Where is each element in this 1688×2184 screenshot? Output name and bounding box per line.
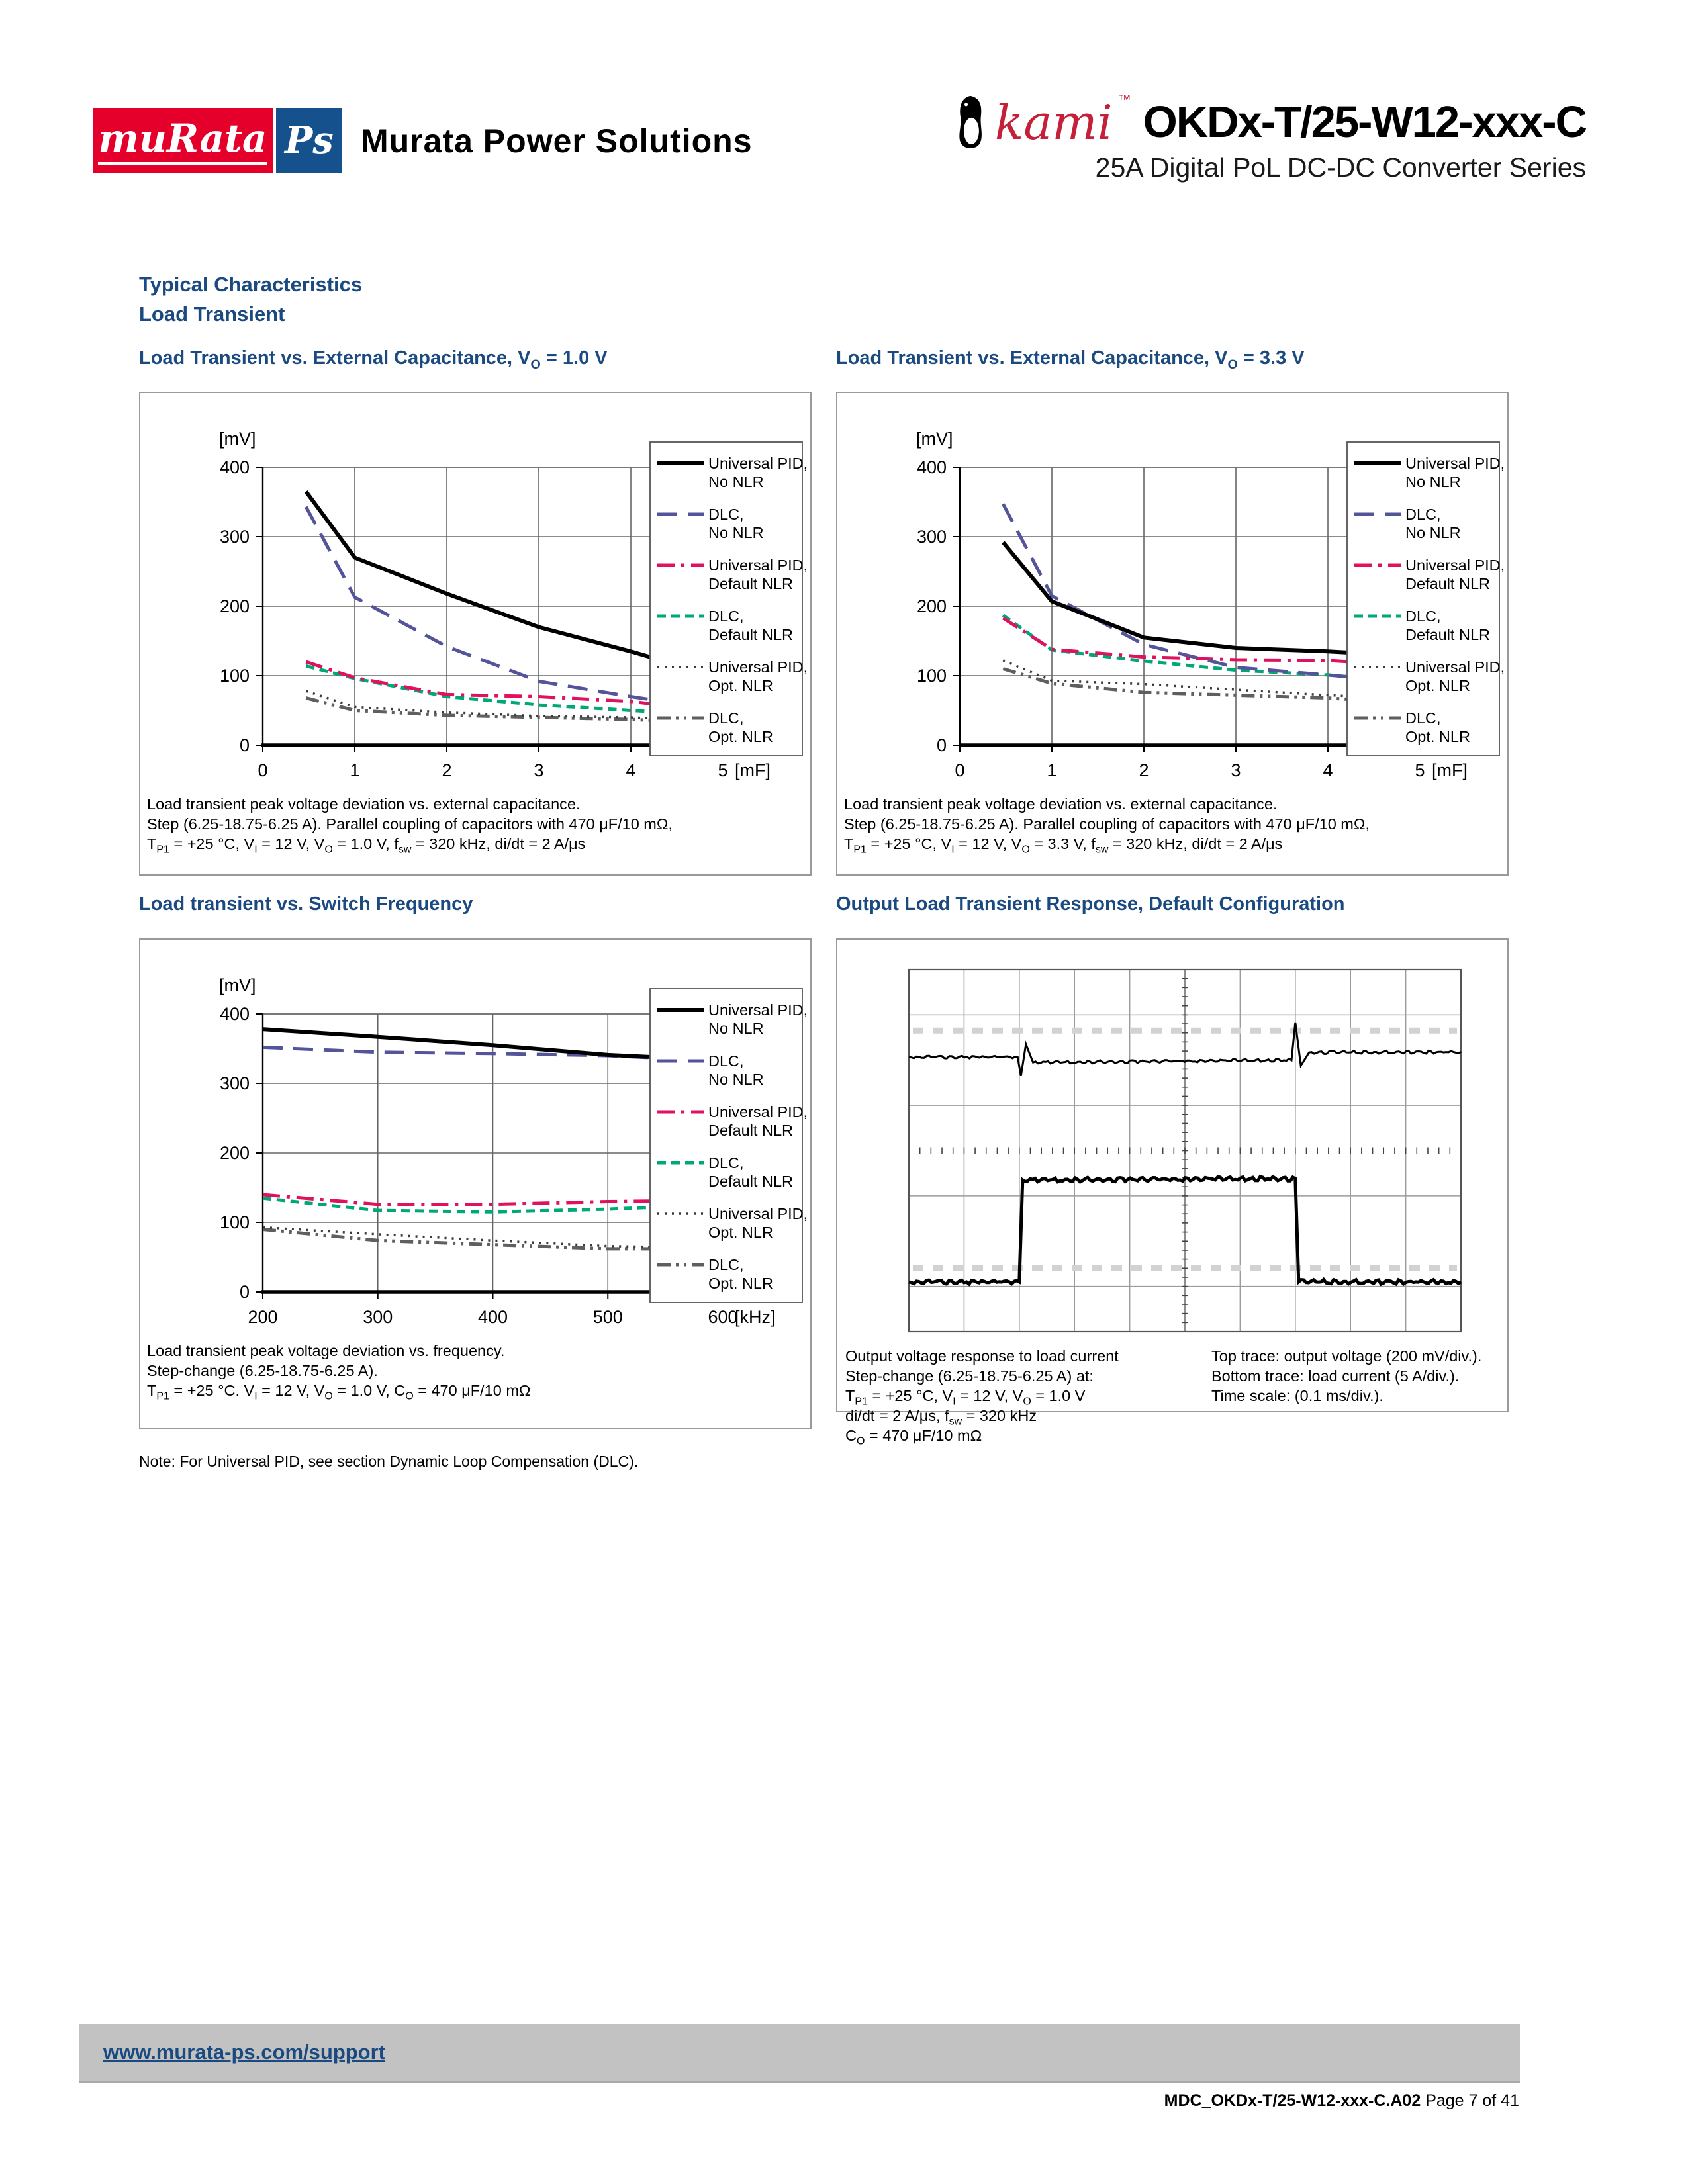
chart-title-cap-3v3: Load Transient vs. External Capacitance, $V_O = 3.3$ V bbox=[836, 347, 1305, 372]
chart-load-transient-vs-capacitance-1v0 bbox=[139, 392, 812, 876]
svg-text:Default NLR: Default NLR bbox=[1405, 575, 1490, 592]
svg-text:[mV]: [mV] bbox=[219, 429, 256, 449]
chart-caption: Load transient peak voltage deviation vs. external capacitance. Step (6.25-18.75-6.25 A). Parallel coupling of capacitors with 470 μF/10 mΩ, $T_{P1} = +25$ °C, $V_I = 12$ V, $V_O = 1.0$ V, $f_{sw} = 320$ kHz, di/dt = 2 A/μs bbox=[147, 796, 673, 856]
svg-text:400: 400 bbox=[219, 1004, 250, 1024]
svg-text:No NLR: No NLR bbox=[708, 524, 764, 541]
svg-text:Universal PID,: Universal PID, bbox=[1405, 455, 1505, 472]
svg-text:300: 300 bbox=[219, 1073, 250, 1093]
svg-text:100: 100 bbox=[219, 1212, 250, 1232]
series-line-dlc-no-nlr bbox=[1003, 504, 1392, 682]
svg-text:Universal PID,: Universal PID, bbox=[708, 659, 808, 676]
chart-oscilloscope-transient-response bbox=[836, 938, 1509, 1447]
svg-text:Opt. NLR: Opt. NLR bbox=[708, 1275, 773, 1292]
chart-load-transient-vs-frequency bbox=[139, 938, 812, 1429]
oscilloscope-svg bbox=[837, 940, 1507, 1411]
svg-text:100: 100 bbox=[219, 666, 250, 686]
support-link[interactable]: www.murata-ps.com/support bbox=[103, 2040, 386, 2064]
series-line-universal-pid-no-nlr bbox=[306, 492, 695, 670]
svg-text:Universal PID,: Universal PID, bbox=[708, 1205, 808, 1222]
svg-text:0: 0 bbox=[239, 735, 250, 755]
legend bbox=[650, 442, 808, 756]
svg-text:Universal PID,: Universal PID, bbox=[708, 1001, 808, 1019]
chart-caption: Load transient peak voltage deviation vs. frequency. Step-change (6.25-18.75-6.25 A). $T_{P1} = +25$ °C. $V_I = 12$ V, $V_O = 1.0$ V, $C_O = 470$ μF/10 mΩ bbox=[147, 1342, 531, 1402]
murata-logo-red-box bbox=[93, 108, 273, 173]
svg-text:200: 200 bbox=[916, 596, 947, 616]
svg-text:Opt. NLR: Opt. NLR bbox=[1405, 728, 1470, 745]
svg-text:Default NLR: Default NLR bbox=[708, 1122, 793, 1139]
svg-text:DLC,: DLC, bbox=[708, 608, 744, 625]
series-line-universal-pid-opt-nlr bbox=[306, 691, 695, 720]
chart-caption: Load transient peak voltage deviation vs. external capacitance. Step (6.25-18.75-6.25 A). Parallel coupling of capacitors with 470 μF/10 mΩ, $T_{P1} = +25$ °C, $V_I = 12$ V, $V_O = 3.3$ V, $f_{sw} = 320$ kHz, di/dt = 2 A/μs bbox=[844, 796, 1370, 856]
footer-doc-line bbox=[1164, 2091, 1519, 2111]
legend bbox=[1347, 442, 1505, 756]
svg-text:400: 400 bbox=[219, 457, 250, 477]
section-subtitle: Load Transient bbox=[139, 302, 285, 326]
scope-caption-conditions: Output voltage response to load current Step-change (6.25-18.75-6.25 A) at: $T_{P1} = +25$ °C, $V_I = 12$ V, $V_O = 1.0$ V di/dt = 2 A/μs, $f_{sw} = 320$ kHz $C_O = 470$ μF/10 mΩ bbox=[845, 1347, 1119, 1447]
svg-text:2: 2 bbox=[1139, 760, 1149, 780]
svg-text:5: 5 bbox=[718, 760, 728, 780]
footnote: Note: For Universal PID, see section Dynamic Loop Compensation (DLC). bbox=[139, 1453, 639, 1470]
svg-text:1: 1 bbox=[1047, 760, 1057, 780]
page-indicator: Page 7 of 41 bbox=[1425, 2091, 1519, 2110]
series-line-universal-pid-no-nlr bbox=[1003, 542, 1392, 655]
svg-text:3: 3 bbox=[1231, 760, 1241, 780]
svg-text:[mF]: [mF] bbox=[1432, 760, 1468, 780]
svg-text:300: 300 bbox=[219, 527, 250, 547]
svg-text:Universal PID,: Universal PID, bbox=[1405, 557, 1505, 574]
svg-text:Universal PID,: Universal PID, bbox=[708, 455, 808, 472]
okami-trademark: ™ bbox=[1117, 92, 1131, 107]
svg-text:200: 200 bbox=[248, 1307, 278, 1327]
svg-text:100: 100 bbox=[916, 666, 947, 686]
scope-center-ticks bbox=[909, 970, 1461, 1332]
svg-text:Universal PID,: Universal PID, bbox=[1405, 659, 1505, 676]
svg-text:No NLR: No NLR bbox=[1405, 524, 1461, 541]
product-name: OKDx-T/25-W12-xxx-C bbox=[1143, 97, 1586, 147]
svg-text:5: 5 bbox=[1415, 760, 1425, 780]
svg-text:Universal PID,: Universal PID, bbox=[708, 1103, 808, 1120]
svg-text:500: 500 bbox=[592, 1307, 623, 1327]
svg-text:No NLR: No NLR bbox=[1405, 473, 1461, 490]
svg-text:No NLR: No NLR bbox=[708, 473, 764, 490]
svg-text:4: 4 bbox=[1323, 760, 1333, 780]
svg-text:2: 2 bbox=[442, 760, 452, 780]
series-line-dlc-default-nlr bbox=[1003, 615, 1392, 681]
svg-text:No NLR: No NLR bbox=[708, 1020, 764, 1037]
scope-caption-scales: Top trace: output voltage (200 mV/div.). Bottom trace: load current (5 A/div.). Time scale: (0.1 ms/div.). bbox=[1211, 1347, 1482, 1404]
svg-text:DLC,: DLC, bbox=[708, 1154, 744, 1171]
svg-text:400: 400 bbox=[916, 457, 947, 477]
product-title-block bbox=[951, 94, 1586, 183]
svg-text:DLC,: DLC, bbox=[1405, 709, 1441, 727]
svg-text:DLC,: DLC, bbox=[708, 1256, 744, 1273]
chart-load-transient-vs-capacitance-3v3 bbox=[836, 392, 1509, 876]
svg-text:DLC,: DLC, bbox=[1405, 506, 1441, 523]
section-title: Typical Characteristics bbox=[139, 273, 363, 296]
svg-text:No NLR: No NLR bbox=[708, 1071, 764, 1088]
svg-text:200: 200 bbox=[219, 596, 250, 616]
product-series: 25A Digital PoL DC-DC Converter Series bbox=[1095, 152, 1586, 183]
svg-text:DLC,: DLC, bbox=[708, 709, 744, 727]
series-line-dlc-opt-nlr bbox=[1003, 669, 1392, 702]
chart-title-cap-1v0: Load Transient vs. External Capacitance, $V_O = 1.0$ V bbox=[139, 347, 608, 372]
okami-logo-text: kami bbox=[994, 95, 1113, 150]
murata-ps-logo-box bbox=[276, 108, 342, 173]
legend bbox=[650, 989, 808, 1302]
svg-text:Universal PID,: Universal PID, bbox=[708, 557, 808, 574]
murata-ps-logo-text: Ps bbox=[285, 118, 334, 162]
svg-text:300: 300 bbox=[916, 527, 947, 547]
murata-logo-text: muRata bbox=[98, 116, 267, 165]
svg-text:300: 300 bbox=[363, 1307, 393, 1327]
company-name: Murata Power Solutions bbox=[361, 122, 753, 159]
svg-text:DLC,: DLC, bbox=[708, 1052, 744, 1069]
series-line-dlc-default-nlr bbox=[306, 666, 695, 714]
svg-text:Opt. NLR: Opt. NLR bbox=[708, 677, 773, 694]
svg-text:3: 3 bbox=[534, 760, 544, 780]
svg-text:DLC,: DLC, bbox=[708, 506, 744, 523]
svg-text:Default NLR: Default NLR bbox=[708, 626, 793, 643]
svg-text:[mV]: [mV] bbox=[219, 976, 256, 995]
svg-text:Opt. NLR: Opt. NLR bbox=[708, 728, 773, 745]
svg-text:Default NLR: Default NLR bbox=[708, 1173, 793, 1190]
series-line-universal-pid-opt-nlr bbox=[1003, 660, 1392, 698]
svg-text:DLC,: DLC, bbox=[1405, 608, 1441, 625]
svg-text:1: 1 bbox=[350, 760, 360, 780]
svg-text:0: 0 bbox=[955, 760, 965, 780]
svg-text:[kHz]: [kHz] bbox=[735, 1307, 776, 1327]
svg-text:0: 0 bbox=[258, 760, 268, 780]
okami-penguin-icon bbox=[951, 94, 990, 151]
svg-text:0: 0 bbox=[239, 1282, 250, 1302]
chart-title-scope: Output Load Transient Response, Default Configuration bbox=[836, 893, 1345, 915]
svg-text:Opt. NLR: Opt. NLR bbox=[708, 1224, 773, 1241]
svg-text:400: 400 bbox=[477, 1307, 508, 1327]
svg-text:[mF]: [mF] bbox=[735, 760, 771, 780]
footer-bar bbox=[79, 2024, 1520, 2083]
chart-title-freq: Load transient vs. Switch Frequency bbox=[139, 893, 473, 915]
svg-text:Default NLR: Default NLR bbox=[1405, 626, 1490, 643]
document-id: MDC_OKDx-T/25-W12-xxx-C.A02 bbox=[1164, 2091, 1421, 2110]
svg-text:[mV]: [mV] bbox=[916, 429, 953, 449]
svg-text:200: 200 bbox=[219, 1143, 250, 1163]
svg-text:Opt. NLR: Opt. NLR bbox=[1405, 677, 1470, 694]
svg-text:Default NLR: Default NLR bbox=[708, 575, 793, 592]
svg-text:0: 0 bbox=[936, 735, 947, 755]
svg-text:4: 4 bbox=[626, 760, 636, 780]
svg-text:600: 600 bbox=[708, 1307, 738, 1327]
